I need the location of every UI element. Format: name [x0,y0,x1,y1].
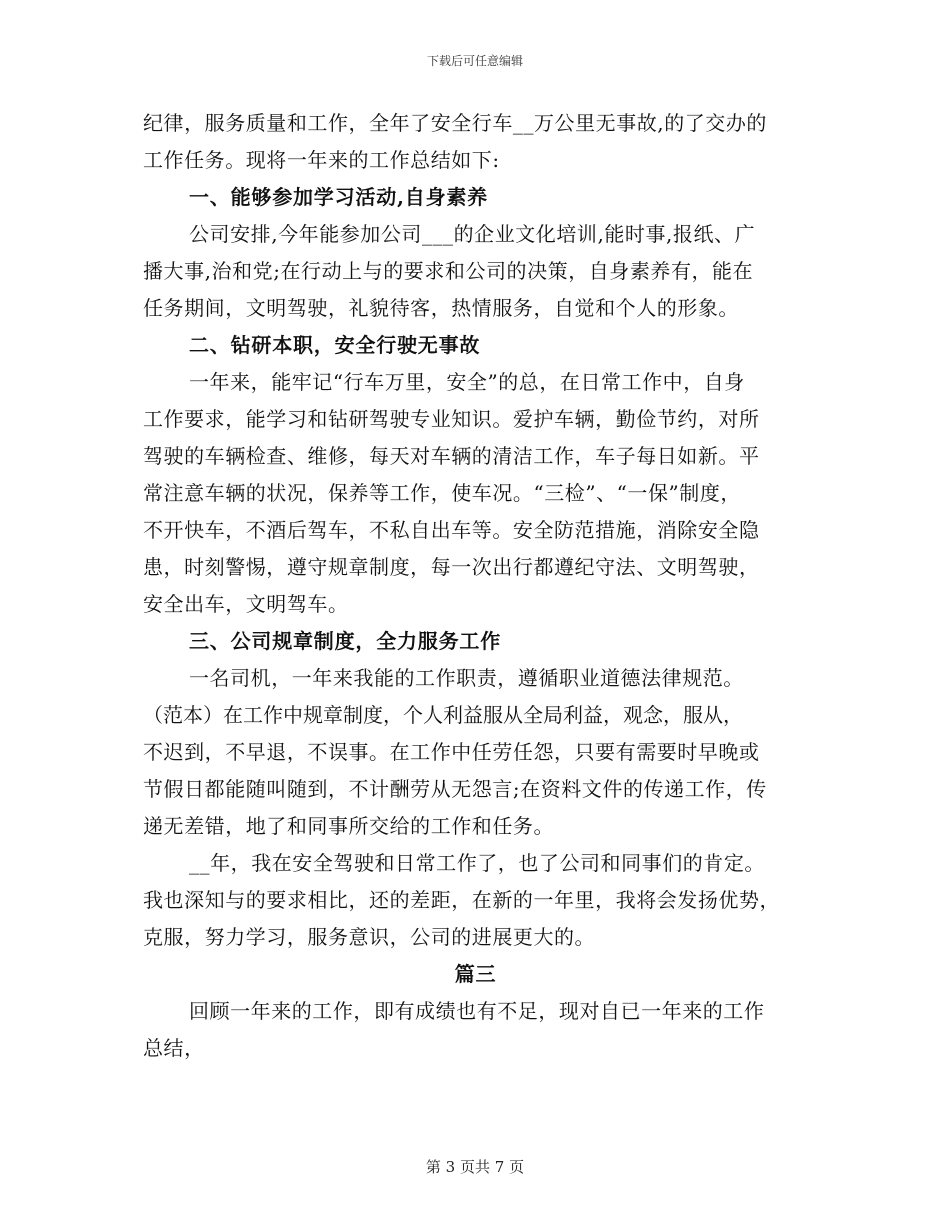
section-heading-3: 三、公司规章制度，全力服务工作 [189,629,501,653]
body-line: 回顾一年来的工作，即有成绩也有不足，现对自已一年来的工作 [189,999,765,1023]
body-line: 不迟到，不早退，不误事。在工作中任劳任怨，只要有需要时早晚或 [143,740,760,764]
body-line: 播大事,治和党;在行动上与的要求和公司的决策，自身素养有，能在 [143,259,754,283]
body-line: 节假日都能随叫随到，不计酬劳从无怨言;在资料文件的传递工作，传 [143,777,767,801]
body-line: 一名司机，一年来我能的工作职责，遵循职业道德法律规范。 [189,666,744,690]
document-body [143,105,808,1067]
body-line: 常注意车辆的状况，保养等工作，使车况。“三检”、“一保”制度， [143,481,741,505]
chapter-title: 篇三 [454,962,497,986]
body-line: 我也深知与的要求相比，还的差距，在新的一年里，我将会发扬优势， [143,888,781,912]
body-line: __年，我在安全驾驶和日常工作了，也了公司和同事们的肯定。 [189,851,765,875]
body-line: 工作要求，能学习和钻研驾驶专业知识。爱护车辆，勤俭节约，对所 [143,407,760,431]
body-line: 驾驶的车辆检查、维修，每天对车辆的清洁工作，车子每日如新。平 [143,444,760,468]
section-heading-2: 二、钻研本职，安全行驶无事故 [189,333,481,357]
body-line: （范本）在工作中规章制度，个人利益服从全局利益，观念，服从， [143,703,743,727]
body-line: 公司安排,今年能参加公司___的企业文化培训,能时事,报纸、广 [189,222,756,246]
body-line: 不开快车，不酒后驾车，不私自出车等。安全防范措施，消除安全隐 [143,518,760,542]
body-line: 总结， [143,1036,205,1060]
body-line: 克服，努力学习，服务意识，公司的进展更大的。 [143,925,596,949]
body-line: 纪律，服务质量和工作，全年了安全行车__万公里无事故,的了交办的 [143,111,767,135]
body-line: 工作任务。现将一年来的工作总结如下: [143,148,500,172]
body-line: 递无差错，地了和同事所交给的工作和任务。 [143,814,554,838]
page-header: 下载后可任意编辑 [426,54,523,68]
body-line: 安全出车，文明驾车。 [143,592,349,616]
body-line: 一年来，能牢记“行车万里，安全”的总，在日常工作中，自身 [189,370,745,394]
page-footer: 第 3 页共 7 页 [425,1158,525,1176]
body-line: 任务期间，文明驾驶，礼貌待客，热情服务，自觉和个人的形象。 [143,296,739,320]
body-line: 患，时刻警惕，遵守规章制度，每一次出行都遵纪守法、文明驾驶， [143,555,760,579]
section-heading-1: 一、能够参加学习活动,自身素养 [189,185,488,209]
